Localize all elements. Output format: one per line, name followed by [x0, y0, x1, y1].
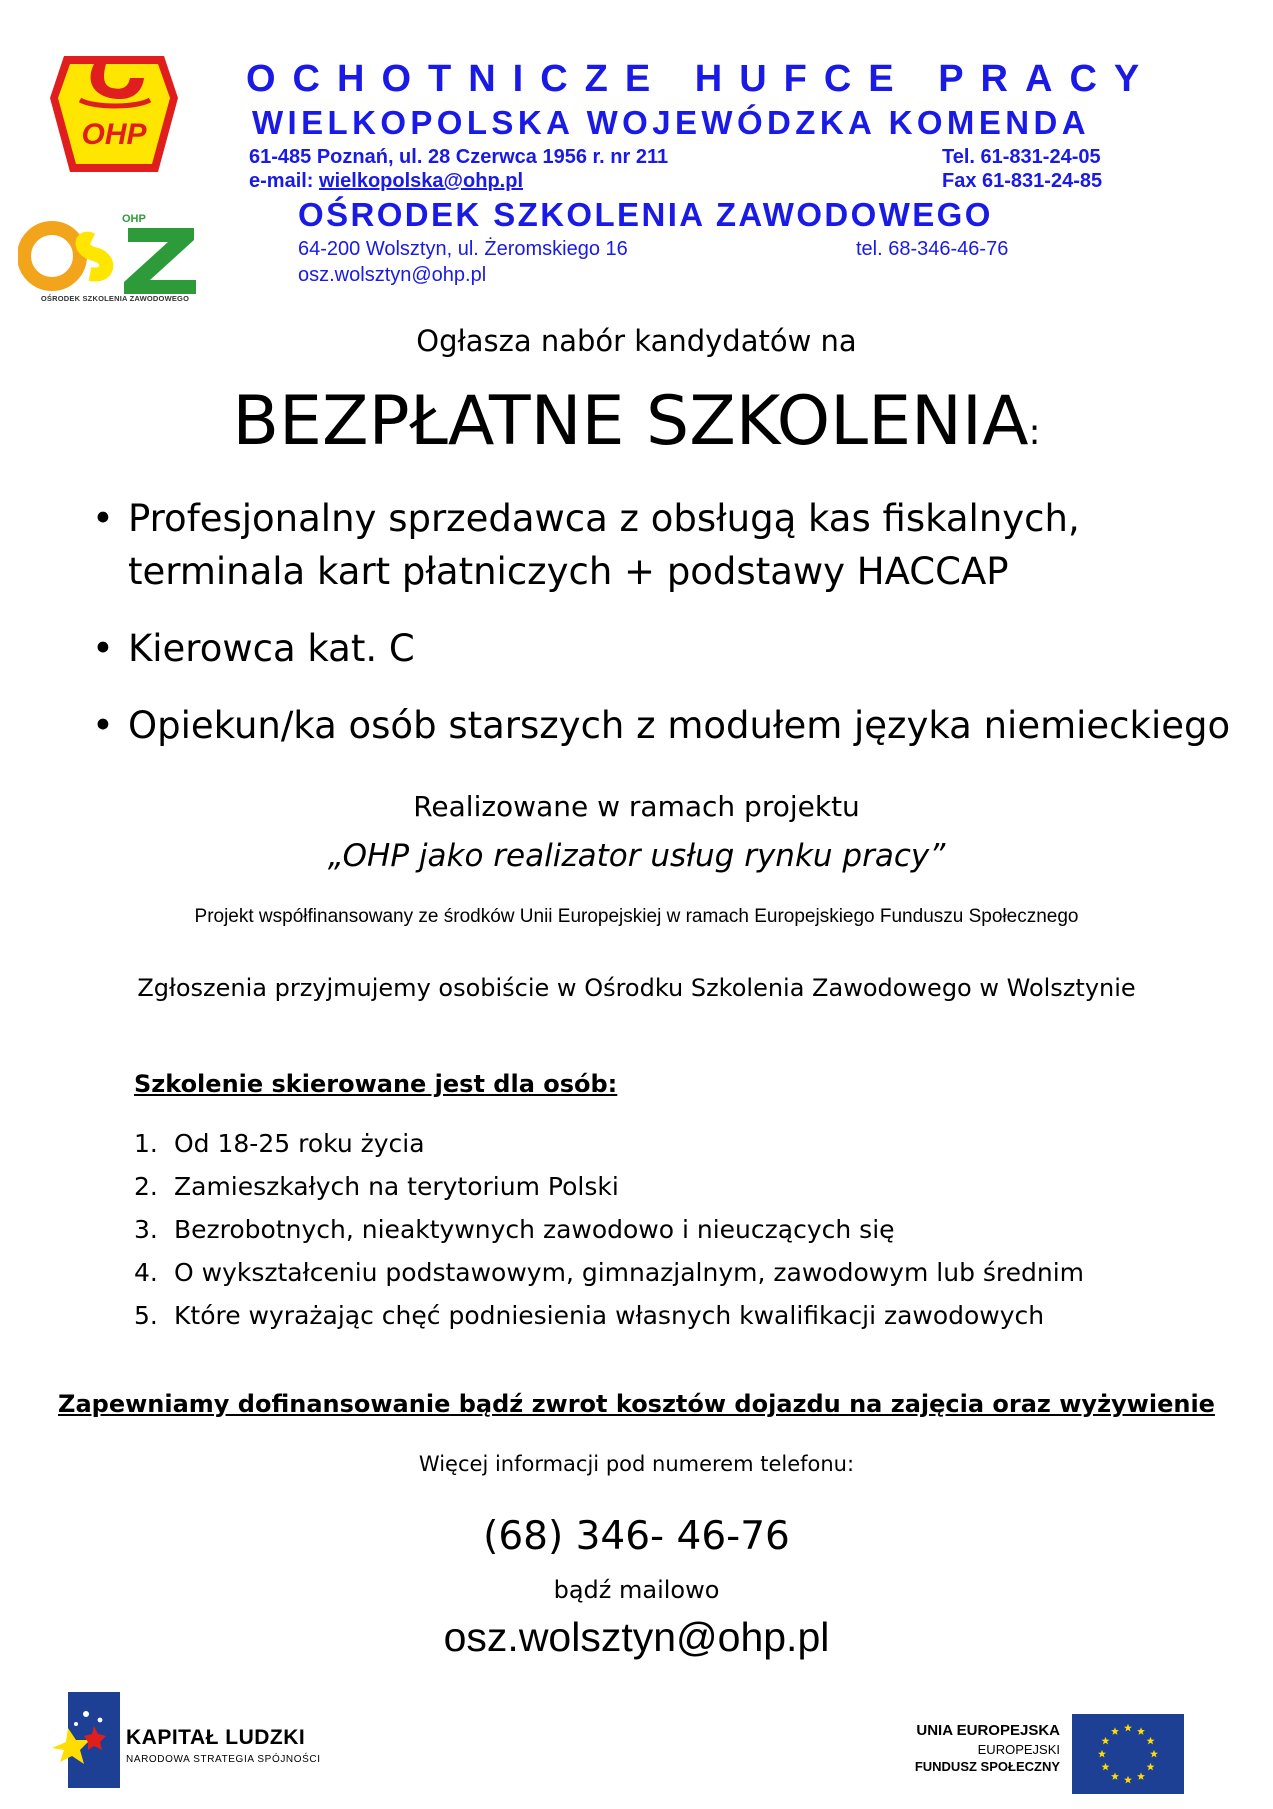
osz-tel: tel. 68-346-46-76: [856, 238, 1009, 260]
osz-email: osz.wolsztyn@ohp.pl: [298, 264, 487, 286]
applications-note: Zgłoszenia przyjmujemy osobiście w Ośrodku Szkolenia Zawodowego w Wolsztynie: [137, 974, 1136, 1002]
training-item: • Kierowca kat. C: [90, 622, 1250, 675]
criteria-text: O wykształceniu podstawowym, gimnazjalnym, zawodowym lub średnim: [174, 1258, 1085, 1287]
criteria-item: [134, 1165, 1084, 1208]
osz-logo-small-text: OHP: [122, 213, 146, 225]
ohp-logo-text: OHP: [81, 118, 147, 151]
criteria-number: 2.: [134, 1172, 158, 1201]
eu-flag-icon: [1072, 1714, 1184, 1794]
eu-line-2: EUROPEJSKI: [977, 1742, 1060, 1757]
criteria-item: [134, 1208, 1084, 1251]
more-info: Więcej informacji pod numerem telefonu:: [418, 1452, 855, 1476]
main-title: [0, 382, 1273, 461]
or-email-label: bądź mailowo: [553, 1576, 720, 1604]
org-subtitle: WIELKOPOLSKA WOJEWÓDZKA KOMENDA: [252, 104, 1090, 141]
contact-email[interactable]: osz.wolsztyn@ohp.pl: [443, 1614, 830, 1660]
criteria-text: Które wyrażając chęć podniesienia własnych kwalifikacji zawodowych: [174, 1301, 1045, 1330]
org-fax: Fax 61-831-24-85: [942, 170, 1103, 192]
target-heading: Szkolenie skierowane jest dla osób:: [134, 1070, 618, 1098]
contact-phone[interactable]: (68) 346- 46-76: [483, 1514, 790, 1559]
osz-logo: [18, 206, 204, 306]
osz-title: OŚRODEK SZKOLENIA ZAWODOWEGO: [298, 196, 993, 233]
funding-note: Zapewniamy dofinansowanie bądź zwrot kosztów dojazdu na zajęcia oraz wyżywienie: [58, 1390, 1215, 1418]
org-email-prefix: e-mail:: [249, 170, 320, 192]
org-title: OCHOTNICZE HUFCE PRACY: [246, 58, 1157, 100]
ohp-logo: [46, 50, 182, 182]
training-item: • Profesjonalny sprzedawca z obsługą kas fiskalnych, terminala kart płatniczych + podstawy HACCAP: [90, 492, 1250, 598]
org-tel: Tel. 61-831-24-05: [942, 146, 1101, 168]
kapital-ludzki-title: KAPITAŁ LUDZKI: [126, 1726, 306, 1749]
announcement: Ogłasza nabór kandydatów na: [416, 324, 857, 358]
main-title-colon: :: [1028, 412, 1041, 453]
criteria-number: 5.: [134, 1301, 158, 1330]
osz-address: 64-200 Wolsztyn, ul. Żeromskiego 16: [298, 238, 628, 260]
criteria-item: [134, 1251, 1084, 1294]
training-item: • Opiekun/ka osób starszych z modułem języka niemieckiego: [90, 699, 1250, 752]
criteria-item: [134, 1122, 1084, 1165]
kapital-ludzki-logo: [46, 1690, 128, 1790]
criteria-item: [134, 1294, 1084, 1337]
osz-logo-caption: OŚRODEK SZKOLENIA ZAWODOWEGO: [40, 294, 190, 303]
criteria-text: Od 18-25 roku życia: [174, 1129, 425, 1158]
main-title-text: BEZPŁATNE SZKOLENIA: [232, 382, 1029, 461]
training-list: [90, 492, 1250, 776]
criteria-number: 3.: [134, 1215, 158, 1244]
project-name: „OHP jako realizator usług rynku pracy”: [327, 838, 946, 874]
criteria-number: 4.: [134, 1258, 158, 1287]
org-email-line: [249, 170, 523, 193]
eu-text: [880, 1722, 1060, 1774]
criteria-list: [134, 1122, 1084, 1337]
cofinancing-note: Projekt współfinansowany ze środków Unii Europejskiej w ramach Europejskiego Funduszu Społecznego: [194, 906, 1079, 927]
eu-line-3: FUNDUSZ SPOŁECZNY: [914, 1759, 1060, 1774]
criteria-number: 1.: [134, 1129, 158, 1158]
kapital-ludzki-subtitle: NARODOWA STRATEGIA SPÓJNOŚCI: [126, 1754, 321, 1765]
org-address: 61-485 Poznań, ul. 28 Czerwca 1956 r. nr 211: [249, 146, 669, 168]
org-email-link[interactable]: wielkopolska@ohp.pl: [319, 170, 524, 192]
realized-in-project: Realizowane w ramach projektu: [413, 790, 860, 823]
criteria-text: Zamieszkałych na terytorium Polski: [174, 1172, 619, 1201]
eu-line-1: UNIA EUROPEJSKA: [916, 1722, 1060, 1739]
kapital-ludzki-text: [126, 1726, 321, 1765]
criteria-text: Bezrobotnych, nieaktywnych zawodowo i nieuczących się: [174, 1215, 895, 1244]
